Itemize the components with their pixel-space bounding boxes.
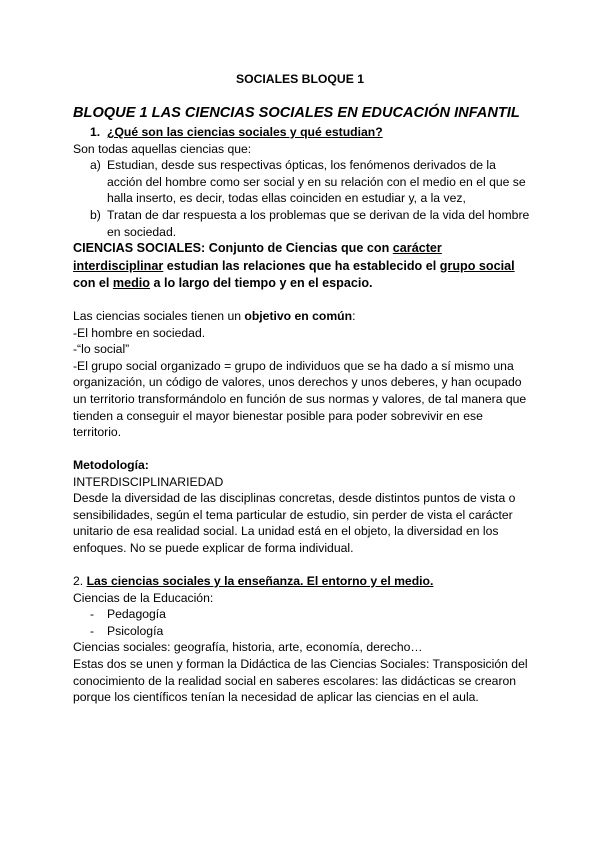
list-item-text: Psicología (107, 623, 164, 638)
definition-text: a lo largo del tiempo y en el espacio. (149, 276, 373, 291)
list-marker: - (90, 623, 95, 638)
question-1 (73, 124, 533, 141)
list-item-text: Estudian, desde sus respectivas ópticas, los fenómenos derivados de la acción del hombre como ser social y en su relación con el medio en el que se halla inserto, es decir, todas ellas coinciden en estudiar y, a la vez, (107, 158, 526, 206)
section-2-heading (73, 573, 533, 590)
question-text: ¿Qué son las ciencias sociales y qué estudian? (107, 125, 383, 139)
list-item-text: Pedagogía (107, 607, 166, 622)
section-2 (73, 573, 533, 706)
methodology-heading: Metodología: (73, 458, 149, 472)
section-1-heading: BLOQUE 1 LAS CIENCIAS SOCIALES EN EDUCACIÓN INFANTIL (73, 105, 520, 121)
section-1 (73, 104, 533, 293)
definition-text: CIENCIAS SOCIALES: Conjunto de Ciencias que con (73, 241, 393, 256)
objective-line: -“lo social” (73, 342, 130, 357)
objective-lead-text: Las ciencias sociales tienen un (73, 309, 245, 323)
list-item-text: Tratan de dar respuesta a los problemas que se derivan de la vida del hombre en sociedad. (107, 207, 530, 239)
list-item (73, 606, 533, 623)
document-title: SOCIALES BLOQUE 1 (236, 72, 364, 86)
definition-text: con el (73, 276, 113, 291)
list-item (73, 207, 533, 240)
section-2-intro: Ciencias de la Educación: (73, 590, 214, 605)
definition-text: estudian las relaciones que ha establecido el (163, 258, 440, 273)
list-marker: b) (90, 207, 101, 222)
methodology-text: Desde la diversidad de las disciplinas concretas, desde distintos puntos de vista o sensibilidades, según el tema particular de estudio, sin perder de vista el carácter unitario de esa realidad social. La unidad está en el objeto, la diversidad en los enfoques. No se puede explicar de forma individual. (73, 491, 516, 555)
definition-underlined: grupo social (439, 258, 515, 273)
didactics-paragraph: Estas dos se unen y forman la Didáctica de las Ciencias Sociales: Transposición del conocimiento de la realidad social en saberes escolares: las didácticas se crearon porque los científicos tenían la necesidad de aplicar las ciencias en el aula. (73, 656, 528, 705)
list-marker: a) (90, 158, 101, 173)
definition-underlined: carácter interdisciplinar (73, 241, 442, 273)
section-2-number: 2. (73, 574, 87, 588)
objective-bold: objetivo en común (244, 309, 353, 323)
list-item (73, 157, 533, 207)
list-marker: - (90, 607, 95, 622)
definition-paragraph (73, 240, 533, 293)
section-2-title: Las ciencias sociales y la enseñanza. El entorno y el medio. (86, 574, 434, 588)
methodology-term: INTERDISCIPLINARIEDAD (73, 474, 224, 489)
objective-lead (73, 308, 533, 325)
objective-section (73, 308, 533, 441)
social-sciences-line: Ciencias sociales: geografía, historia, arte, economía, derecho… (73, 640, 423, 655)
question-number: 1. (90, 125, 101, 139)
definition-underlined: medio (112, 276, 150, 291)
methodology-section (73, 457, 533, 557)
section-1-intro: Son todas aquellas ciencias que: (73, 141, 252, 156)
objective-line: -El grupo social organizado = grupo de individuos que se ha dado a sí mismo una organización, un código de valores, unos derechos y unos deberes, y han ocupado un territorio transformándolo en función de sus normas y valores, de tal manera que tienden a conseguir el mayor bienestar posible para poder sobrevivir en ese territorio. (73, 358, 527, 440)
list-item (73, 623, 533, 640)
objective-tail: : (352, 309, 356, 323)
objective-line: -El hombre en sociedad. (73, 325, 206, 340)
